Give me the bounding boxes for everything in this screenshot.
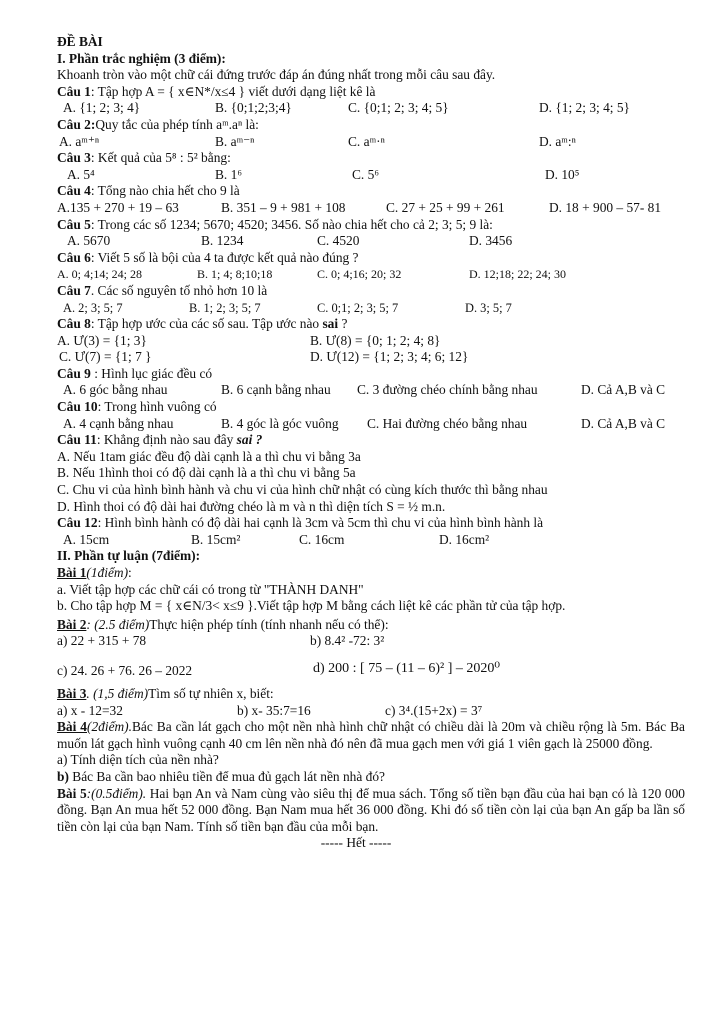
option-b[interactable]: B. 1; 4; 8;10;18 (197, 267, 273, 282)
bai4-a: a) Tính diện tích của nền nhà? (57, 752, 219, 768)
bai3-b: b) x- 35:7=16 (237, 702, 311, 718)
part1-instruction: Khoanh tròn vào một chữ cái đứng trước đáp án đúng nhất trong mỗi câu sau đây. (57, 67, 496, 83)
option-b[interactable]: B. {0;1;2;3;4} (215, 100, 292, 116)
option-b[interactable]: B. aᵐ⁻ⁿ (215, 133, 255, 149)
option-c[interactable]: C. 0;1; 2; 3; 5; 7 (317, 300, 399, 315)
question-1-options (57, 100, 685, 117)
exercise-label: Bài 1 (57, 565, 87, 580)
question-3-options (57, 167, 685, 184)
question-text: . Các số nguyên tố nhỏ hơn 10 là (90, 282, 268, 298)
option-c[interactable]: C. 4520 (317, 233, 360, 249)
bai2-row2 (57, 650, 685, 680)
question-label: Câu 4 (57, 183, 91, 199)
question-5-options (57, 233, 685, 250)
exercise-label: Bài 4 (57, 719, 87, 735)
bai3-a: a) x - 12=32 (57, 702, 123, 718)
part1-heading: I. Phần trắc nghiệm (3 điểm): (57, 50, 226, 66)
exercise-label: Bài 5 (57, 785, 87, 801)
option-c[interactable]: C. aᵐ·ⁿ (348, 133, 385, 149)
question-text: : Tập hợp ước của các số sau. Tập ước nào (90, 316, 323, 332)
exercise-score: (1điểm) (86, 565, 129, 580)
question-8-options-row1 (57, 333, 685, 350)
option-c[interactable]: C. Chu vi của hình bình hành và chu vi của hình chữ nhật có cùng kích thước thì bằng nhau (57, 482, 548, 498)
bai4-b (57, 769, 685, 786)
bai2-d: d) 200 : [ 75 – (11 – 6)² ] – 2020⁰ (313, 660, 500, 676)
question-10 (57, 399, 685, 416)
bai2-a: a) 22 + 315 + 78 (57, 633, 147, 649)
question-12 (57, 515, 685, 532)
question-label: Câu 3 (57, 150, 91, 166)
option-c[interactable]: C. {0;1; 2; 3; 4; 5} (348, 100, 449, 116)
option-a[interactable]: A. 4 cạnh bằng nhau (63, 415, 174, 431)
option-d[interactable]: D. 12;18; 22; 24; 30 (469, 267, 567, 282)
bai2-row1 (57, 633, 685, 650)
question-text: : Trong hình vuông có (97, 399, 217, 415)
page-title: ĐỀ BÀI (57, 34, 103, 49)
option-c[interactable]: C. Ư(7) = {1; 7 } (59, 349, 152, 365)
option-b[interactable]: B. Nếu 1hình thoi có độ dài cạnh là a thì chu vi bằng 5a (57, 465, 356, 481)
question-label: Câu 5 (57, 216, 91, 232)
option-b[interactable]: B. Ư(8) = {0; 1; 2; 4; 8} (310, 332, 441, 348)
end-marker: ----- Hết ----- (320, 835, 392, 851)
option-b[interactable]: B. 1234 (201, 233, 244, 249)
bai3-c: c) 3⁴.(15+2x) = 3⁷ (385, 702, 483, 718)
question-4-options (57, 200, 685, 217)
exercise-subtext: Bác Ba cần bao nhiêu tiền để mua đủ gạch lát nền nhà đó? (68, 768, 385, 784)
question-label: Câu 2: (57, 116, 96, 132)
question-text: : Tổng nào chia hết cho 9 là (90, 183, 240, 199)
part2-heading: II. Phần tự luận (7điểm): (57, 548, 201, 564)
option-a[interactable]: A. 15cm (63, 531, 110, 547)
bai4 (57, 719, 685, 752)
option-d[interactable]: D. 18 + 900 – 57- 81 (549, 199, 662, 215)
exercise-score: : (2.5 điểm) (86, 616, 150, 632)
exercise-score: (2điểm). (87, 719, 132, 735)
option-b[interactable]: B. 4 góc là góc vuông (221, 415, 339, 431)
option-d[interactable]: D. 3456 (469, 233, 513, 249)
option-a[interactable]: A. {1; 2; 3; 4} (63, 100, 141, 116)
question-2-options (57, 134, 685, 151)
question-text: : Viết 5 số là bội của 4 ta được kết quả nào đúng ? (90, 249, 359, 265)
question-label: Câu 1 (57, 83, 91, 99)
option-a[interactable]: A. 2; 3; 5; 7 (63, 300, 123, 315)
question-text: : Trong các số 1234; 5670; 4520; 3456. Số nào chia hết cho cả 2; 3; 5; 9 là: (90, 216, 493, 232)
option-c[interactable]: C. 5⁶ (352, 166, 379, 182)
option-a[interactable]: A. 5⁴ (67, 166, 95, 182)
question-10-options (57, 416, 685, 433)
option-c[interactable]: C. 27 + 25 + 99 + 261 (386, 199, 505, 215)
question-8-options-row2 (57, 349, 685, 366)
option-b[interactable]: B. 351 – 9 + 981 + 108 (221, 199, 346, 215)
bai5 (57, 786, 685, 836)
exercise-label: Bài 3 (57, 685, 87, 701)
option-d[interactable]: D. Hình thoi có độ dài hai đường chéo là m và n thì diện tích S = ½ m.n. (57, 498, 446, 514)
question-11 (57, 432, 685, 449)
question-text: Quy tắc của phép tính aᵐ.aⁿ là: (95, 116, 259, 132)
exercise-colon: : (128, 565, 132, 580)
question-label: Câu 9 (57, 365, 91, 381)
exercise-text: Bác Ba cần lát gạch cho một nền nhà hình chữ nhật có chiều dài là 20m và chiều rộng là 5m. Bác Ba muốn lát gạch hình vuông cạnh 40 cm lên nền nhà đó nên đã mua gạch men với giá 1 viên gạch là 25000 đồng. (57, 719, 685, 751)
question-text: : Khẳng định nào sau đây (96, 432, 237, 448)
question-4 (57, 183, 685, 200)
exercise-text: Thực hiện phép tính (tính nhanh nếu có thể): (149, 616, 389, 632)
bai2-b: b) 8.4² -72: 3² (310, 633, 385, 649)
question-label: Câu 8 (57, 316, 91, 332)
bai1-a: a. Viết tập hợp các chữ cái có trong từ "THÀNH DANH" (57, 581, 364, 597)
bai3-title (57, 686, 685, 703)
question-label: Câu 6 (57, 249, 91, 265)
option-b[interactable]: B. 1⁶ (215, 166, 242, 182)
option-d[interactable]: D. {1; 2; 3; 4; 5} (539, 100, 630, 116)
question-label: Câu 11 (57, 432, 97, 448)
question-5 (57, 217, 685, 234)
question-9-options (57, 382, 685, 399)
option-d[interactable]: D. Cả A,B và C (581, 382, 666, 398)
question-emphasis: sai ? (236, 432, 263, 448)
question-text: : Hình bình hành có độ dài hai cạnh là 3cm và 5cm thì chu vi của hình bình hành là (97, 515, 544, 531)
option-b[interactable]: B. 1; 2; 3; 5; 7 (189, 300, 261, 315)
question-7-options (57, 300, 685, 317)
exercise-label: Bài 2 (57, 616, 87, 632)
option-a[interactable]: A. 0; 4;14; 24; 28 (57, 267, 143, 282)
exam-page (57, 34, 685, 852)
option-c[interactable]: C. 0; 4;16; 20; 32 (317, 267, 402, 282)
option-a[interactable]: A.135 + 270 + 19 – 63 (57, 199, 179, 215)
question-emphasis: sai (322, 316, 339, 332)
option-d[interactable]: D. Cả A,B và C (581, 415, 666, 431)
option-b[interactable]: B. 6 cạnh bằng nhau (221, 382, 331, 398)
bai2-title (57, 617, 685, 634)
option-d[interactable]: D. aᵐ:ⁿ (539, 133, 576, 149)
question-label: Câu 12 (57, 515, 98, 531)
question-7 (57, 283, 685, 300)
exercise-score: . (1,5 điểm) (86, 685, 149, 701)
option-a[interactable]: A. Ư(3) = {1; 3} (57, 332, 147, 348)
option-d[interactable]: D. Ư(12) = {1; 2; 3; 4; 6; 12} (310, 349, 469, 365)
option-d[interactable]: D. 3; 5; 7 (465, 300, 512, 315)
question-6 (57, 250, 685, 267)
option-c[interactable]: C. Hai đường chéo bằng nhau (367, 415, 528, 431)
question-text: : Kết quả của 5⁸ : 5² bằng: (90, 150, 231, 166)
exercise-score: :(0.5điểm). (86, 785, 147, 801)
option-c[interactable]: C. 3 đường chéo chính bằng nhau (357, 382, 538, 398)
exercise-text: Hai bạn An và Nam cùng vào siêu thị để mua sách. Tổng số tiền bạn đầu của hai bạn có là 120 000 đồng. Bạn An mua hết 52 000 đồng. Bạn Nam mua hết 36 000 đồng. Khi đó số tiền còn lại của bạn An gấp ba lần số tiền còn lại của bạn Nam. Tính số tiền bạn đầu của mỗi bạn. (57, 785, 686, 834)
exercise-text: Tìm số tự nhiên x, biết: (148, 685, 274, 701)
option-d[interactable]: D. 10⁵ (545, 166, 580, 182)
bai2-c: c) 24. 26 + 76. 26 – 2022 (57, 662, 193, 678)
question-text: : Tập hợp A = { x∈N*/x≤4 } viết dưới dạng liệt kê là (90, 83, 376, 99)
option-b[interactable]: B. 15cm² (191, 531, 241, 547)
bai1-b: b. Cho tập hợp M = { x∈N/3< x≤9 }.Viết tập hợp M bằng cách liệt kê các phần tử của tập hợp. (57, 598, 566, 614)
question-3 (57, 150, 685, 167)
question-6-options (57, 266, 685, 283)
option-a[interactable]: A. 6 góc bằng nhau (63, 382, 168, 398)
question-2 (57, 117, 685, 134)
question-text: : Hình lục giác đều có (90, 365, 213, 381)
question-8 (57, 316, 685, 333)
bai1-title (57, 565, 685, 582)
question-label: Câu 10 (57, 399, 98, 415)
question-9 (57, 366, 685, 383)
option-a[interactable]: A. 5670 (67, 233, 111, 249)
exercise-sublabel: b) (57, 768, 69, 784)
option-d[interactable]: D. 16cm² (439, 531, 490, 547)
question-label: Câu 7 (57, 282, 91, 298)
question-1 (57, 84, 685, 101)
option-a[interactable]: A. aᵐ⁺ⁿ (59, 133, 100, 149)
option-c[interactable]: C. 16cm (299, 531, 345, 547)
option-a[interactable]: A. Nếu 1tam giác đều độ dài cạnh là a thì chu vi bằng 3a (57, 448, 361, 464)
question-12-options (57, 532, 685, 549)
question-text-end: ? (338, 316, 348, 332)
bai3-row (57, 703, 685, 720)
